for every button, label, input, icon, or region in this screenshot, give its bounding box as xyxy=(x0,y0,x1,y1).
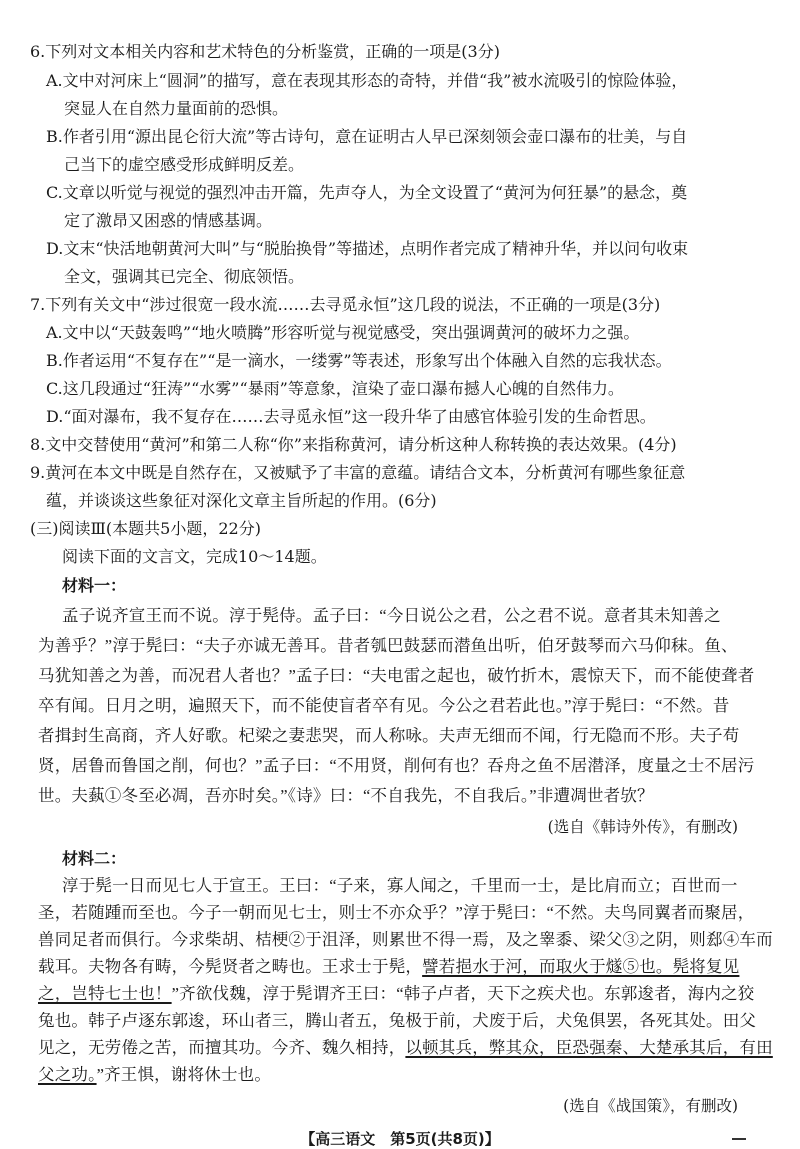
m2-line xyxy=(38,984,754,1004)
q6-option-a-cont: 突显人在自然力量面前的恐惧。 xyxy=(64,99,289,118)
q6-option-c: C.文章以听觉与视觉的强烈冲击开篇，先声夺人，为全文设置了“黄河为何狂暴”的悬念，奠 xyxy=(46,183,688,202)
m1-line: 贤，居鲁而鲁国之削，何也？”孟子曰：“不用贤，削何有也？吞舟之鱼不居潜泽，度量之士不居污 xyxy=(38,756,755,775)
m2-line xyxy=(38,1065,271,1085)
q7-option-a: A.文中以“天鼓轰鸣”“地火喷腾”形容听觉与视觉感受，突出强调黄河的破坏力之强。 xyxy=(46,323,640,342)
q6-option-c-cont: 定了激昂又困惑的情感基调。 xyxy=(64,211,273,230)
question-9: 9.黄河在本文中既是自然存在，又被赋予了丰富的意蕴。请结合文本，分析黄河有哪些象征意 xyxy=(30,463,686,482)
question-9-cont: 蕴，并谈谈这些象征对深化文章主旨所起的作用。(6分) xyxy=(46,491,437,510)
m2-line xyxy=(38,957,739,977)
m2-text: 见之，无劳倦之苦，而擅其功。今齐、魏久相持， xyxy=(38,1038,406,1057)
m1-line: 孟子说齐宣王而不说。淳于髡侍。孟子曰：“今日说公之君，公之君不说。意者其未知善之 xyxy=(62,606,721,625)
q7-option-c: C.这几段通过“狂涛”“水雾”“暴雨”等意象，渲染了壶口瀑布撼人心魄的自然伟力。 xyxy=(46,379,624,398)
m1-line: 者揖封生高商，齐人好歌。杞梁之妻悲哭，而人称咏。夫声无细而不闻，行无隐而不形。夫子苟 xyxy=(38,726,740,745)
m1-source: (选自《韩诗外传》，有删改) xyxy=(547,818,738,836)
m1-line: 马犹知善之为善，而况君人者也？”孟子曰：“夫电雷之起也，破竹折木，震惊天下，而不能使聋者 xyxy=(38,666,755,685)
m2-line: 淳于髡一日而见七人于宣王。王曰：“子来，寡人闻之，千里而一士，是比肩而立；百世而一 xyxy=(62,876,738,895)
m1-line: 世。夫蓺①冬至必凋，吾亦时矣。”《诗》曰：“不自我先，不自我后。”非遭凋世者欤？ xyxy=(38,786,654,805)
q6-option-b-cont: 己当下的虚空感受形成鲜明反差。 xyxy=(64,155,305,174)
m1-line: 为善乎？”淳于髡曰：“夫子亦诚无善耳。昔者瓠巴鼓瑟而潜鱼出听，伯牙鼓琴而六马仰秣。鱼、 xyxy=(38,636,738,655)
q6-option-a: A.文中对河床上“圆洞”的描写，意在表现其形态的奇特，并借“我”被水流吸引的惊险体验， xyxy=(46,71,688,90)
q7-option-d: D.“面对瀑布，我不复存在……去寻觅永恒”这一段升华了由感官体验引发的生命哲思。 xyxy=(46,407,656,426)
m2-line xyxy=(38,1038,773,1058)
q6-option-b: B.作者引用“源出昆仑衍大流”等古诗句，意在证明古人早已深刻领会壶口瀑布的壮美，与自 xyxy=(46,127,688,146)
m2-line: 兽同足者而俱行。今求柴胡、桔梗②于沮泽，则累世不得一焉，及之睾黍、梁父③之阴，则郄④车而 xyxy=(38,930,773,949)
m2-line: 圣，若随踵而至也。今子一朝而见七士，则士不亦众乎？”淳于髡曰：“不然。夫鸟同翼者而聚居， xyxy=(38,903,755,922)
question-8: 8.文中交替使用“黄河”和第二人称“你”来指称黄河，请分析这种人称转换的表达效果。(4分) xyxy=(30,435,677,454)
m2-line: 兔也。韩子卢逐东郭逡，环山者三，腾山者五，兔极于前，犬废于后，犬兔俱罢，各死其处。田父 xyxy=(38,1011,757,1030)
q6-option-d-cont: 全文，强调其已完全、彻底领悟。 xyxy=(64,267,305,286)
question-7-stem: 7.下列有关文中“涉过很宽一段水流……去寻觅永恒”这几段的说法，不正确的一项是(3分) xyxy=(30,295,661,314)
material-2-label: 材料二： xyxy=(62,849,127,868)
m2-underlined-sentence-2: 以顿其兵，弊其众，臣恐强秦、大楚承其后，有田 xyxy=(405,1038,773,1057)
question-6-stem: 6.下列对文本相关内容和艺术特色的分析鉴赏，正确的一项是(3分) xyxy=(30,42,500,61)
m2-text: ”齐欲伐魏，淳于髡谓齐王曰：“韩子卢者，天下之疾犬也。东郭逡者，海内之狡 xyxy=(171,984,755,1003)
section-title: (三)阅读Ⅲ(本题共5小题，22分) xyxy=(30,519,261,538)
m2-text: 载耳。夫物各有畴，今髡贤者之畴也。王求士于髡， xyxy=(38,957,423,976)
m2-source: (选自《战国策》，有删改) xyxy=(563,1097,738,1115)
m2-underlined-sentence-1-end: 之，岂特七士也！ xyxy=(38,984,172,1003)
m2-underlined-sentence-2-end: 父之功。 xyxy=(38,1065,97,1084)
material-1-label: 材料一： xyxy=(62,576,127,595)
m1-line: 卒有闻。日月之明，遍照天下，而不能使盲者卒有见。今公之君若此也。”淳于髡曰：“不然。昔 xyxy=(38,696,730,715)
corner-mark xyxy=(732,1138,746,1140)
m2-text: ”齐王惧，谢将休士也。 xyxy=(96,1065,272,1084)
m2-underlined-sentence-1: 譬若挹水于河，而取火于燧⑤也。髡将复见 xyxy=(422,957,740,976)
section-intro: 阅读下面的文言文，完成10～14题。 xyxy=(62,547,327,566)
page-footer: 【高三语文 第5页(共8页)】 xyxy=(300,1130,500,1148)
q6-option-d: D.文末“快活地朝黄河大叫”与“脱胎换骨”等描述，点明作者完成了精神升华，并以问句收束 xyxy=(46,239,689,258)
q7-option-b: B.作者运用“不复存在”“是一滴水，一缕雾”等表述，形象写出个体融入自然的忘我状态。 xyxy=(46,351,672,370)
